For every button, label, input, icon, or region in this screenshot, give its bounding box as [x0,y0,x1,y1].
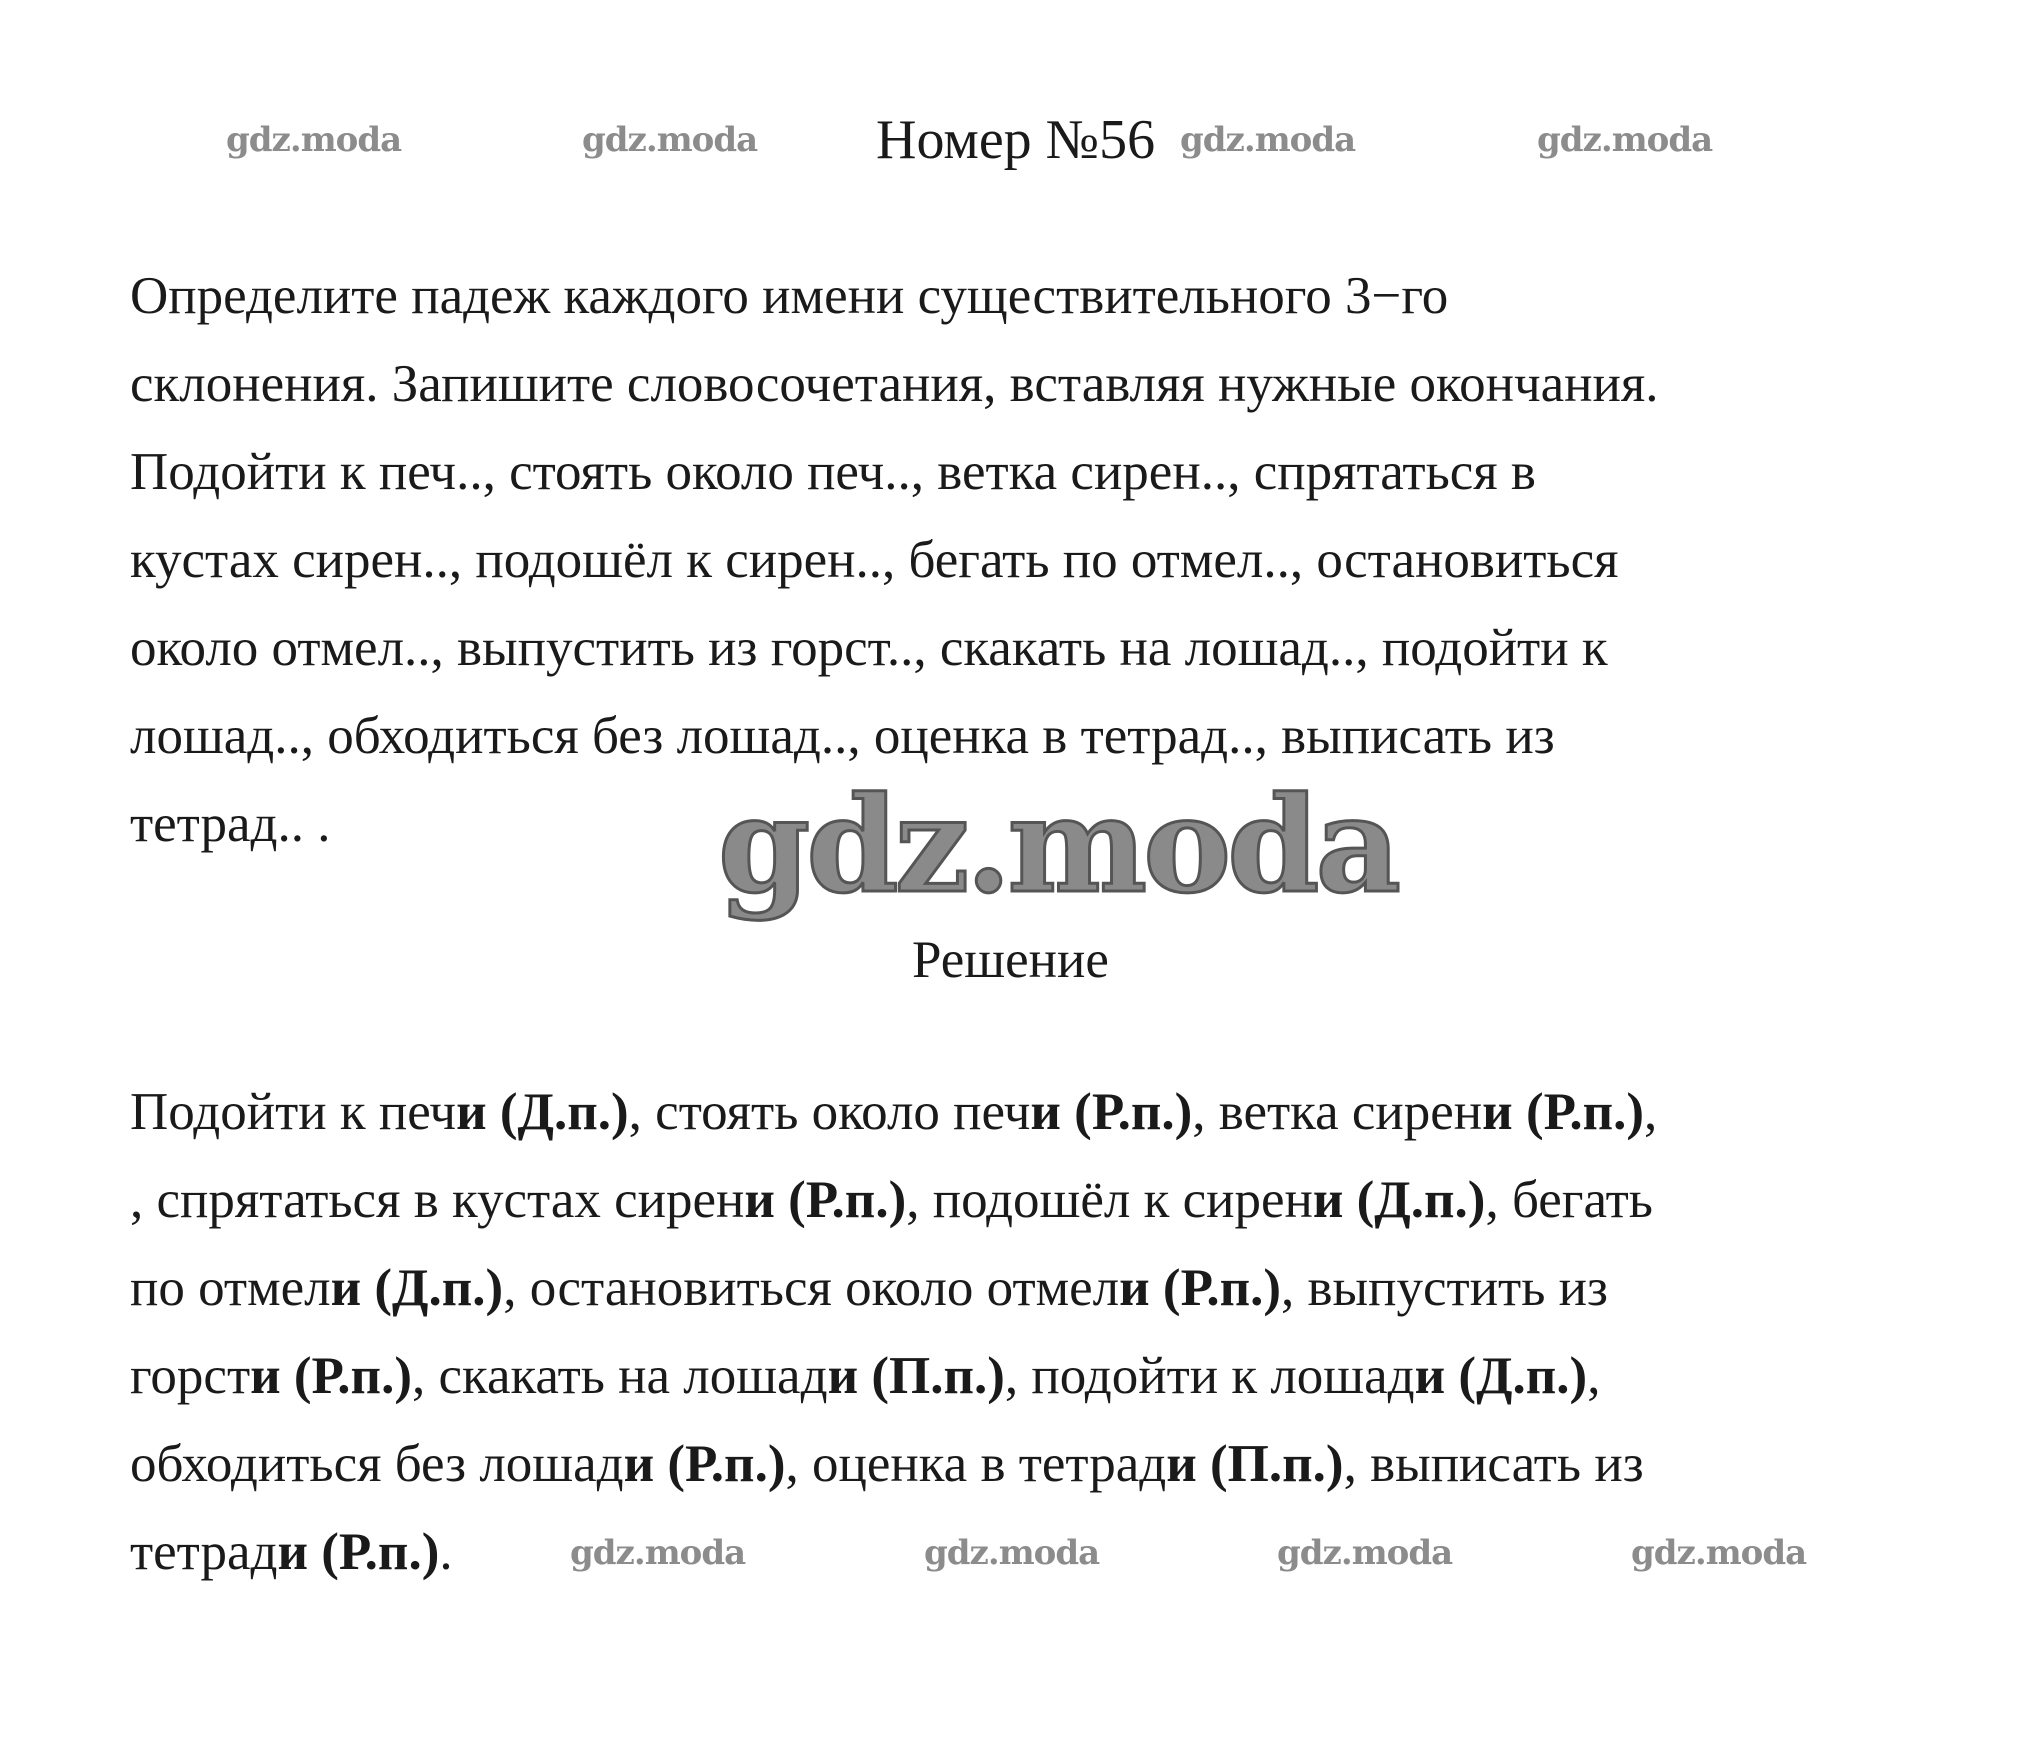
task-line: около отмел.., выпустить из горст.., скакать на лошад.., подойти к [130,619,1608,677]
task-line: кустах сирен.., подошёл к сирен.., бегать по отмел.., остановиться [130,531,1619,589]
task-line: тетрад.. . [130,795,331,853]
task-line: Подойти к печ.., стоять около печ.., ветка сирен.., спрятаться в [130,443,1536,501]
answer-line: горсти (Р.п.), скакать на лошади (П.п.), подойти к лошади (Д.п.), [130,1347,1601,1405]
task-line: лошад.., обходиться без лошад.., оценка в тетрад.., выписать из [130,707,1555,765]
watermark: gdz.moda [582,120,758,160]
watermark-large: gdz.moda [718,768,1398,923]
watermark: gdz.moda [1277,1533,1453,1573]
answer-line: Подойти к печи (Д.п.), стоять около печи (Р.п.), ветка сирени (Р.п.), [130,1083,1658,1141]
watermark: gdz.moda [226,120,402,160]
answer-line: , спрятаться в кустах сирени (Р.п.), подошёл к сирени (Д.п.), бегать [130,1171,1653,1229]
task-line: склонения. Запишите словосочетания, вставляя нужные окончания. [130,355,1659,413]
task-line: Определите падеж каждого имени существительного 3−го [130,267,1449,325]
watermark: gdz.moda [1631,1533,1807,1573]
watermark: gdz.moda [924,1533,1100,1573]
answer-text [130,1068,1930,1596]
watermark: gdz.moda [1180,120,1356,160]
watermark: gdz.moda [570,1533,746,1573]
solution-heading: Решение [912,931,1109,989]
page-title: Номер №56 [876,109,1156,171]
answer-line: по отмели (Д.п.), остановиться около отмели (Р.п.), выпустить из [130,1259,1608,1317]
answer-line: тетради (Р.п.). [130,1523,453,1581]
watermark: gdz.moda [1537,120,1713,160]
answer-line: обходиться без лошади (Р.п.), оценка в тетради (П.п.), выписать из [130,1435,1644,1493]
